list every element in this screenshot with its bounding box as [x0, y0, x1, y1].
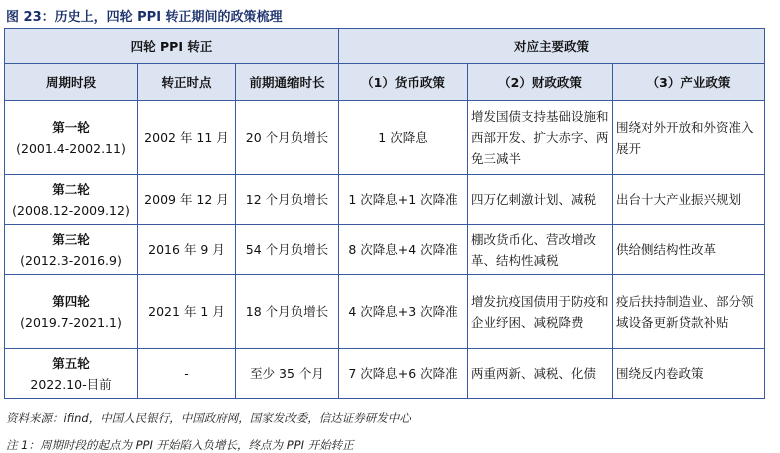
- group-header-left: 四轮 PPI 转正: [5, 29, 339, 64]
- group-header-right: 对应主要政策: [339, 29, 765, 64]
- fiscal-cell: 四万亿刺激计划、减税: [468, 175, 613, 225]
- monetary-cell: 4 次降息+3 次降准: [339, 275, 468, 349]
- industry-cell: 围绕反内卷政策: [613, 349, 765, 399]
- duration-cell: 54 个月负增长: [236, 225, 339, 275]
- duration-cell: 20 个月负增长: [236, 101, 339, 175]
- monetary-cell: 7 次降息+6 次降准: [339, 349, 468, 399]
- period-cell: [5, 275, 138, 349]
- period-cell: [5, 349, 138, 399]
- period-cell: [5, 101, 138, 175]
- fiscal-cell: 两重两新、减税、化债: [468, 349, 613, 399]
- col-header-industry: （3）产业政策: [613, 64, 765, 101]
- turn-cell: 2016 年 9 月: [138, 225, 236, 275]
- source-note: 资料来源：ifind，中国人民银行，中国政府网，国家发改委，信达证券研发中心: [6, 411, 411, 425]
- round-name: 第二轮: [52, 181, 90, 197]
- footnote: 注 1：周期时段的起点为 PPI 开始陷入负增长，终点为 PPI 开始转正: [6, 438, 354, 452]
- turn-cell: 2009 年 12 月: [138, 175, 236, 225]
- fiscal-cell: 增发国债支持基础设施和西部开发、扩大赤字、两免三减半: [468, 101, 613, 175]
- round-name: 第五轮: [52, 355, 90, 371]
- duration-cell: 至少 35 个月: [236, 349, 339, 399]
- duration-cell: 18 个月负增长: [236, 275, 339, 349]
- period-cell: [5, 175, 138, 225]
- monetary-cell: 1 次降息+1 次降准: [339, 175, 468, 225]
- turn-cell: 2021 年 1 月: [138, 275, 236, 349]
- round-name: 第一轮: [52, 119, 90, 135]
- monetary-cell: 1 次降息: [339, 101, 468, 175]
- table-row: [5, 101, 765, 175]
- monetary-cell: 8 次降息+4 次降准: [339, 225, 468, 275]
- period-cell: [5, 225, 138, 275]
- table-row: [5, 275, 765, 349]
- industry-cell: 围绕对外开放和外资准入展开: [613, 101, 765, 175]
- industry-cell: 疫后扶持制造业、部分领域设备更新贷款补贴: [613, 275, 765, 349]
- round-period: (2001.4-2002.11): [16, 140, 126, 156]
- col-header-turn-point: 转正时点: [138, 64, 236, 101]
- round-name: 第四轮: [52, 293, 90, 309]
- col-header-deflation-duration: 前期通缩时长: [236, 64, 339, 101]
- round-name: 第三轮: [52, 231, 90, 247]
- duration-cell: 12 个月负增长: [236, 175, 339, 225]
- figure-title: 图 23：历史上，四轮 PPI 转正期间的政策梳理: [6, 10, 283, 25]
- round-period: (2008.12-2009.12): [12, 202, 130, 218]
- table-row: [5, 349, 765, 399]
- table-row: [5, 225, 765, 275]
- round-period: 2022.10-目前: [30, 376, 112, 392]
- col-header-monetary: （1）货币政策: [339, 64, 468, 101]
- table-row: [5, 175, 765, 225]
- industry-cell: 出台十大产业振兴规划: [613, 175, 765, 225]
- industry-cell: 供给侧结构性改革: [613, 225, 765, 275]
- fiscal-cell: 增发抗疫国债用于防疫和企业纾困、减税降费: [468, 275, 613, 349]
- policy-table: [4, 28, 765, 399]
- col-header-period: 周期时段: [5, 64, 138, 101]
- turn-cell: -: [138, 349, 236, 399]
- round-period: (2012.3-2016.9): [20, 252, 122, 268]
- fiscal-cell: 棚改货币化、营改增改革、结构性减税: [468, 225, 613, 275]
- turn-cell: 2002 年 11 月: [138, 101, 236, 175]
- col-header-fiscal: （2）财政政策: [468, 64, 613, 101]
- round-period: (2019.7-2021.1): [20, 314, 122, 330]
